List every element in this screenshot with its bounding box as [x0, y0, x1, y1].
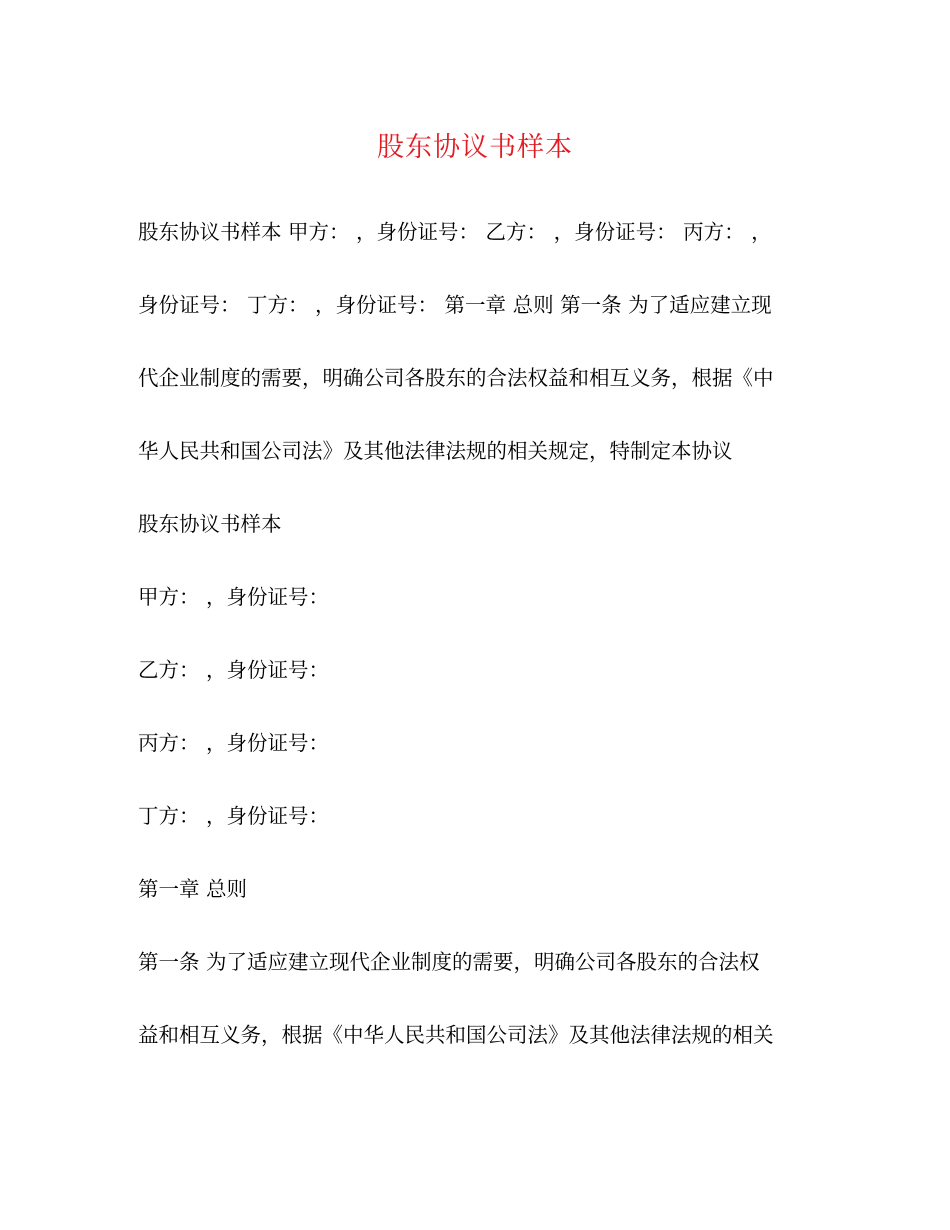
subtitle-line: 股东协议书样本: [138, 512, 282, 536]
party-b-line: 乙方： ，身份证号：: [138, 658, 330, 682]
summary-line-3: 代企业制度的需要，明确公司各股东的合法权益和相互义务，根据《中: [138, 366, 774, 390]
chapter-heading: 第一章 总则: [138, 877, 248, 901]
summary-line-4: 华人民共和国公司法》及其他法律法规的相关规定，特制定本协议: [138, 439, 733, 463]
summary-line-2: 身份证号： 丁方： ，身份证号： 第一章 总则 第一条 为了适应建立现: [138, 293, 772, 317]
article-1-line-2: 益和相互义务，根据《中华人民共和国公司法》及其他法律法规的相关: [138, 1023, 774, 1047]
article-1-line-1: 第一条 为了适应建立现代企业制度的需要，明确公司各股东的合法权: [138, 950, 760, 974]
party-c-line: 丙方： ，身份证号：: [138, 731, 330, 755]
party-a-line: 甲方： ，身份证号：: [138, 585, 330, 609]
document-title: 股东协议书样本: [377, 132, 573, 163]
party-d-line: 丁方： ，身份证号：: [138, 804, 330, 828]
summary-line-1: 股东协议书样本 甲方： ，身份证号： 乙方： ，身份证号： 丙方： ，: [138, 220, 772, 244]
